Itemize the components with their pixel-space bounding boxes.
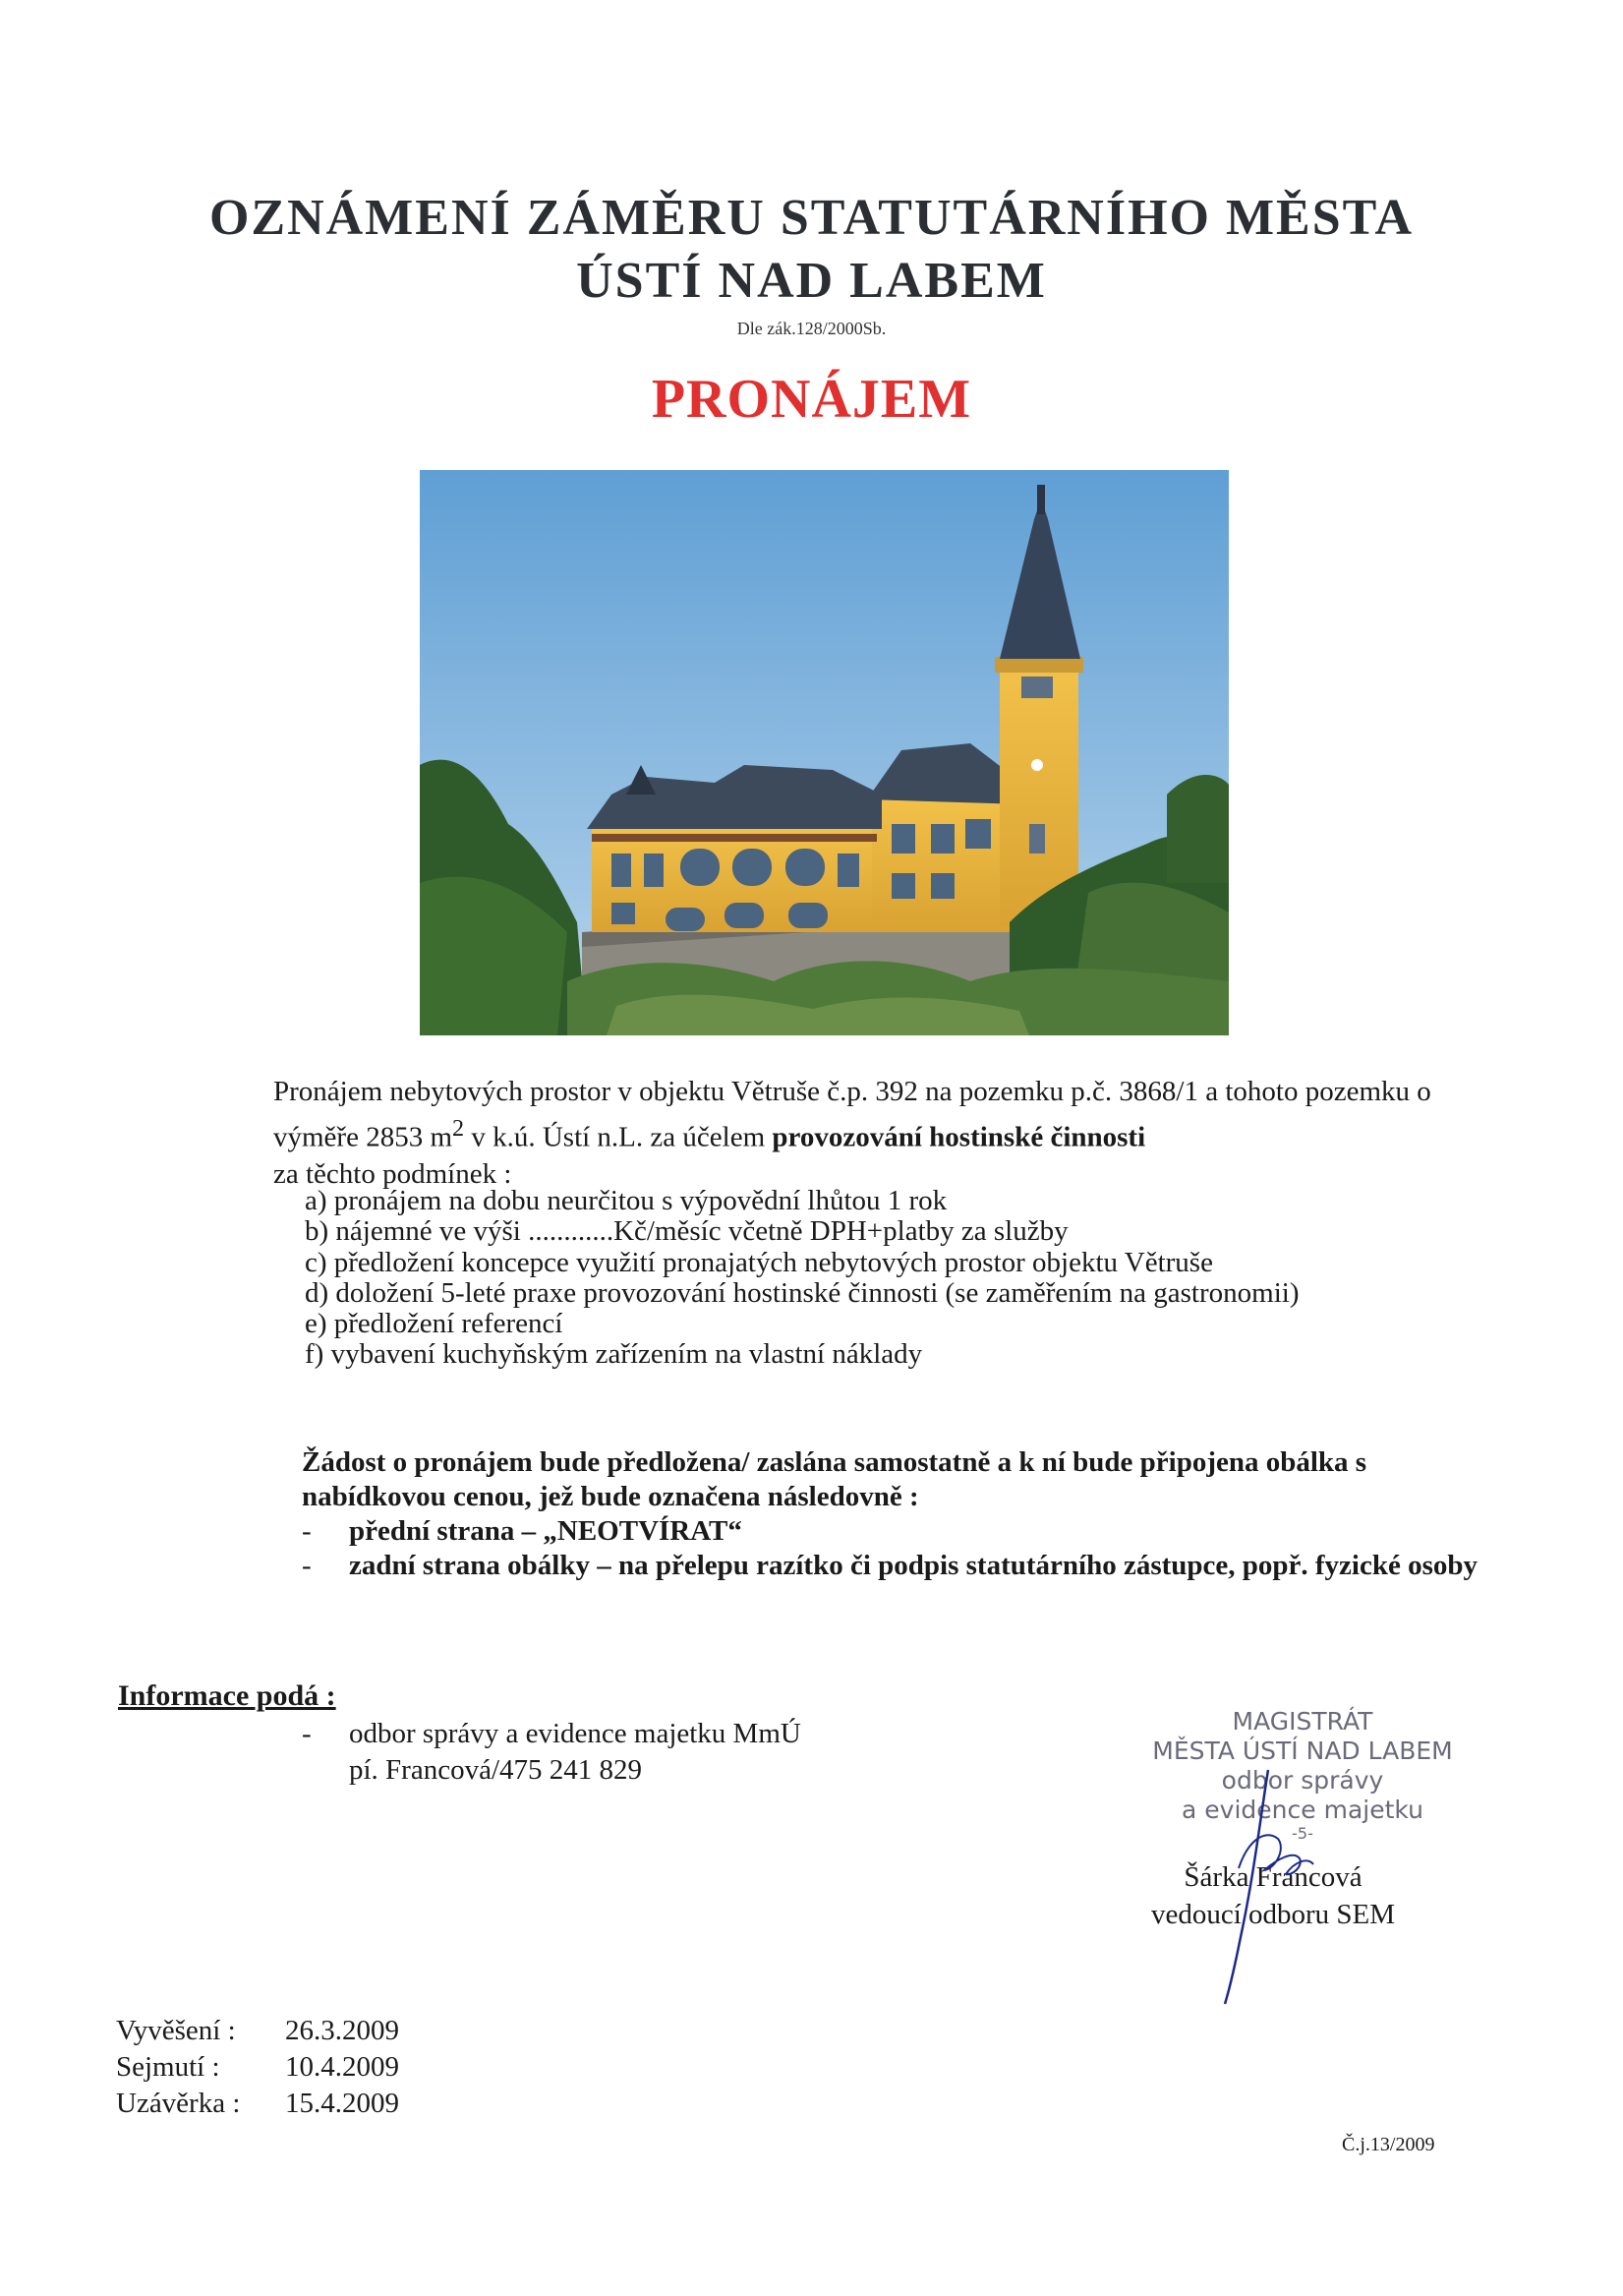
info-item — [302, 1716, 990, 1789]
intro-text-1: Pronájem nebytových prostor v objektu Větruše č.p. 392 na pozemku p.č. 3868/1 a tohoto pozemku o výměře 2853 m — [273, 1076, 1431, 1153]
intro-text-2: v k.ú. Ústí n.L. za účelem — [464, 1121, 773, 1153]
date-label: Uzávěrka : — [116, 2088, 241, 2119]
info-heading: Informace podá : — [118, 1679, 336, 1712]
stamp-line5: -5- — [1292, 1824, 1313, 1843]
condition-item: d) doložení 5-leté praxe provozování hostinské činnosti (se zaměřením na gastronomii) — [305, 1276, 1300, 1309]
document-title-line1: OZNÁMENÍ ZÁMĚRU STATUTÁRNÍHO MĚSTA — [208, 190, 1415, 246]
condition-item: e) předložení referencí — [305, 1308, 563, 1340]
stamp-line4: a evidence majetku — [1182, 1796, 1423, 1824]
intro-purpose-bold: provozování hostinské činnosti — [772, 1121, 1146, 1153]
info-contact-person: pí. Francová/475 241 829 — [349, 1754, 643, 1786]
request-text: Žádost o pronájem bude předložena/ zaslána samostatně a k ní bude připojena obálka s nabídkovou cenou, jež bude označena následovně : — [302, 1446, 1367, 1512]
handwritten-signature — [1170, 1760, 1347, 2006]
signer-role: vedoucí odboru SEM — [1150, 1899, 1396, 1930]
posting-dates — [116, 2013, 399, 2122]
signer-name: Šárka Francová — [1184, 1861, 1362, 1893]
stamp-line2: MĚSTA ÚSTÍ NAD LABEM — [1152, 1737, 1453, 1765]
rental-heading: PRONÁJEM — [651, 369, 972, 430]
condition-item: b) nájemné ve výši ............Kč/měsíc včetně DPH+platby za služby — [305, 1215, 1069, 1248]
envelope-marking-list — [302, 1514, 1481, 1583]
envelope-back-item — [302, 1549, 1481, 1583]
intro-superscript: 2 — [452, 1115, 465, 1142]
stamp-line1: MAGISTRÁT — [1232, 1707, 1373, 1736]
intro-text-3: za těchto podmínek : — [273, 1157, 512, 1190]
condition-item: a) pronájem na dobu neurčitou s výpovědní lhůtou 1 rok — [305, 1185, 948, 1216]
reference-number: Č.j.13/2009 — [1342, 2134, 1435, 2155]
intro-paragraph — [273, 1074, 1482, 1193]
request-instructions — [302, 1445, 1481, 1583]
date-value: 10.4.2009 — [285, 2051, 399, 2083]
document-title-line2: ÚSTÍ NAD LABEM — [576, 253, 1047, 309]
info-department: odbor správy a evidence majetku MmÚ — [349, 1718, 801, 1749]
stamp-line3: odbor správy — [1221, 1766, 1384, 1795]
list-dash: - — [302, 1515, 312, 1547]
list-dash: - — [302, 1550, 312, 1581]
list-dash: - — [302, 1718, 312, 1749]
date-label: Vyvěšení : — [116, 2015, 236, 2046]
envelope-front-item — [302, 1514, 1481, 1549]
date-value: 26.3.2009 — [285, 2015, 399, 2046]
envelope-back-text: zadní strana obálky – na přelepu razítko či podpis statutárního zástupce, popř. fyzické osoby — [349, 1550, 1478, 1581]
condition-item: f) vybavení kuchyňským zařízením na vlastní náklady — [305, 1338, 923, 1371]
info-list — [302, 1716, 990, 1789]
envelope-front-text: přední strana – „NEOTVÍRAT“ — [349, 1515, 742, 1547]
date-row-deadline — [116, 2086, 399, 2122]
castle-photo — [420, 470, 1229, 1035]
date-label: Sejmutí : — [116, 2051, 220, 2083]
date-row-posted — [116, 2013, 399, 2049]
condition-item: c) předložení koncepce využití pronajatých nebytových prostor objektu Větruše — [305, 1246, 1213, 1278]
conditions-list — [305, 1186, 1484, 1371]
law-reference: Dle zák.128/2000Sb. — [736, 319, 887, 338]
date-value: 15.4.2009 — [285, 2088, 399, 2119]
info-contact — [302, 1716, 990, 1789]
date-row-removed — [116, 2049, 399, 2086]
